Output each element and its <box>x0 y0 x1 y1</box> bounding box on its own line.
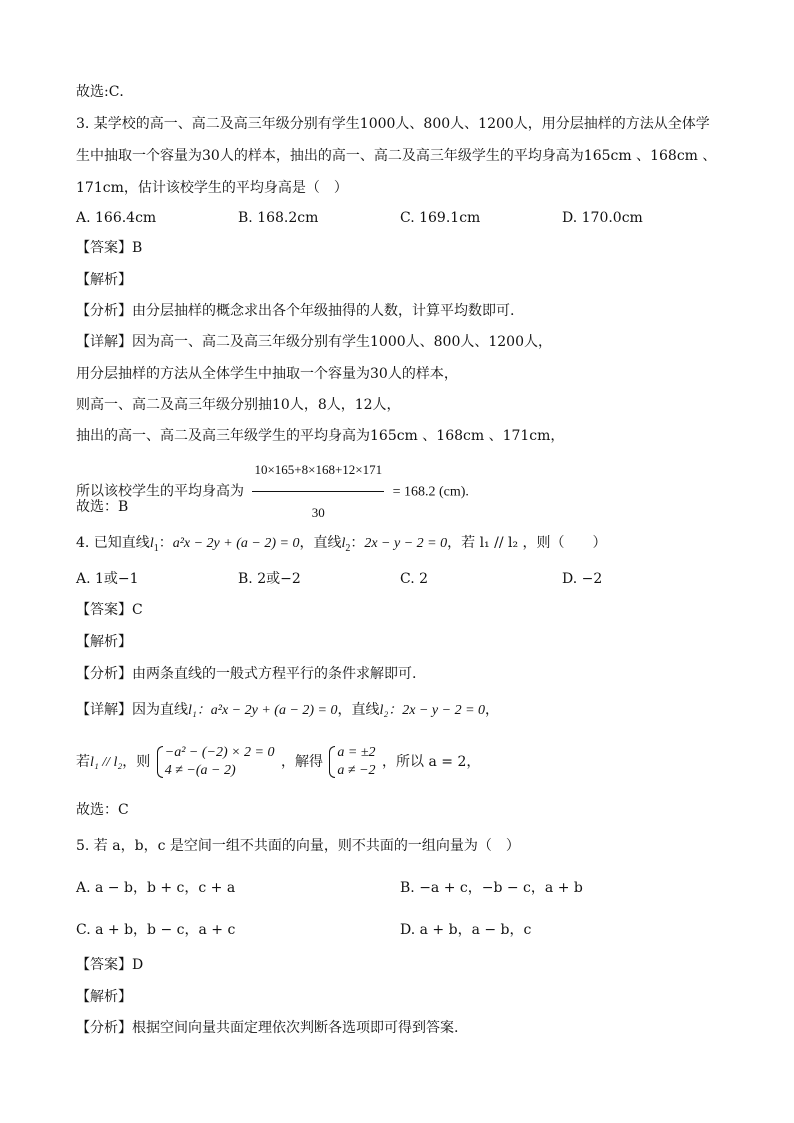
q5-option-d: D. a + b，a − b，c <box>400 922 532 938</box>
q4-system-row-1: −a² − (−2) × 2 = 0 <box>164 745 275 760</box>
q4-choose: 故选：C <box>76 802 129 818</box>
q3-choose: 故选：B <box>76 499 129 515</box>
q4-line-l1-subscript: 1 <box>153 542 159 554</box>
q3-detail-line-2: 用分层抽样的方法从全体学生中抽取一个容量为30人的样本， <box>76 366 458 382</box>
q4-parallel-condition: l₁ // l₂ <box>90 755 123 770</box>
q5-option-b: B. −a + c，−b − c，a + b <box>400 880 583 896</box>
q5-stem: 5. 若 a，b，c 是空间一组不共面的向量，则不共面的一组向量为（ ） <box>76 838 520 854</box>
q3-answer: 【答案】B <box>76 240 143 256</box>
q2-choose-line: 故选:C． <box>76 84 134 100</box>
q4-solution-system <box>329 744 375 780</box>
q4-detail-equation-2: l₂：2x − y − 2 = 0 <box>379 703 486 718</box>
q3-stem-line-3: 171cm，估计该校学生的平均身高是（ ） <box>76 180 348 196</box>
q4-analysis: 【分析】由两条直线的一般式方程平行的条件求解即可. <box>76 666 417 682</box>
q3-mean-intro: 所以该校学生的平均身高为 <box>76 483 244 500</box>
q4-equation-1: a²x − 2y + (a − 2) = 0 <box>172 536 300 551</box>
q4-stem-intro: 4. 已知直线 <box>76 535 150 551</box>
q4-analysis-heading: 【解析】 <box>76 634 132 650</box>
q4-detail-line-1 <box>76 700 499 721</box>
q4-if: 若 <box>76 754 90 770</box>
q4-detail-end: ， <box>485 702 500 718</box>
q4-colon-1: ： <box>158 535 173 551</box>
q3-detail-line-4: 抽出的高一、高二及高三年级学生的平均身高为165cm 、168cm 、171cm， <box>76 428 565 444</box>
q4-option-c: C. 2 <box>400 571 429 587</box>
q3-stem-line-1: 3. 某学校的高一、高二及高三年级分别有学生1000人、800人、1200人，用分层抽样的方法从全体学 <box>76 116 710 132</box>
q3-option-b: B. 168.2cm <box>238 210 319 226</box>
q3-detail-line-3: 则高一、高二及高三年级分别抽10人，8人，12人， <box>76 397 401 413</box>
q3-option-a: A. 166.4cm <box>76 210 157 226</box>
q3-option-c: C. 169.1cm <box>400 210 481 226</box>
q3-mean-result: = 168.2 (cm). <box>392 484 469 500</box>
q4-detail-line-2 <box>76 740 480 785</box>
q4-solution-row-2: a ≠ −2 <box>337 763 376 778</box>
q4-line-l2-subscript: 2 <box>345 542 351 554</box>
q4-condition: ，若 l₁ // l₂ ，则（ ） <box>447 535 607 551</box>
q3-analysis-heading: 【解析】 <box>76 272 132 288</box>
q5-analysis-heading: 【解析】 <box>76 989 132 1005</box>
q3-analysis: 【分析】由分层抽样的概念求出各个年级抽得的人数，计算平均数即可. <box>76 303 515 319</box>
q4-option-b: B. 2或−2 <box>238 571 301 587</box>
q4-answer: 【答案】C <box>76 602 143 618</box>
q4-then: ，则 <box>122 754 151 770</box>
q4-equation-2: 2x − y − 2 = 0 <box>364 536 448 551</box>
q4-detail-intro: 【详解】因为直线 <box>76 702 188 718</box>
q4-stem-line <box>76 533 607 559</box>
q5-answer: 【答案】D <box>76 957 144 973</box>
q5-option-a: A. a − b，b + c，c + a <box>76 880 236 896</box>
q4-solution-row-1: a = ±2 <box>337 745 376 760</box>
q4-option-a: A. 1或−1 <box>76 571 139 587</box>
q4-equation-system <box>157 744 275 780</box>
q4-solve: ，解得 <box>280 754 323 770</box>
q4-detail-equation-1: l₁：a²x − 2y + (a − 2) = 0 <box>188 703 338 718</box>
q5-option-c: C. a + b，b − c，a + c <box>76 922 236 938</box>
q4-colon-2: ： <box>350 535 365 551</box>
q3-stem-line-2: 生中抽取一个容量为30人的样本，抽出的高一、高二及高三年级学生的平均身高为165cm 、168cm 、 <box>76 148 717 164</box>
q4-stem-mid: ，直线 <box>299 535 342 551</box>
fraction-denominator: 30 <box>311 505 325 520</box>
q4-line-l1-symbol: l <box>149 536 154 551</box>
q5-analysis: 【分析】根据空间向量共面定理依次判断各选项即可得到答案. <box>76 1020 459 1036</box>
q3-detail-line-1: 【详解】因为高一、高二及高三年级分别有学生1000人、800人、1200人， <box>76 334 552 350</box>
fraction-numerator: 10×165+8×168+12×171 <box>252 450 384 492</box>
q3-mean-fraction <box>252 450 384 533</box>
q4-detail-mid: ，直线 <box>337 702 380 718</box>
q4-option-d: D. −2 <box>562 571 603 587</box>
q4-conclusion: ，所以 a = 2， <box>382 754 481 770</box>
q3-detail-line-5 <box>76 450 469 533</box>
q3-option-d: D. 170.0cm <box>562 210 643 226</box>
q4-line-l2-symbol: l <box>341 536 346 551</box>
q4-system-row-2: 4 ≠ −(a − 2) <box>164 763 236 778</box>
